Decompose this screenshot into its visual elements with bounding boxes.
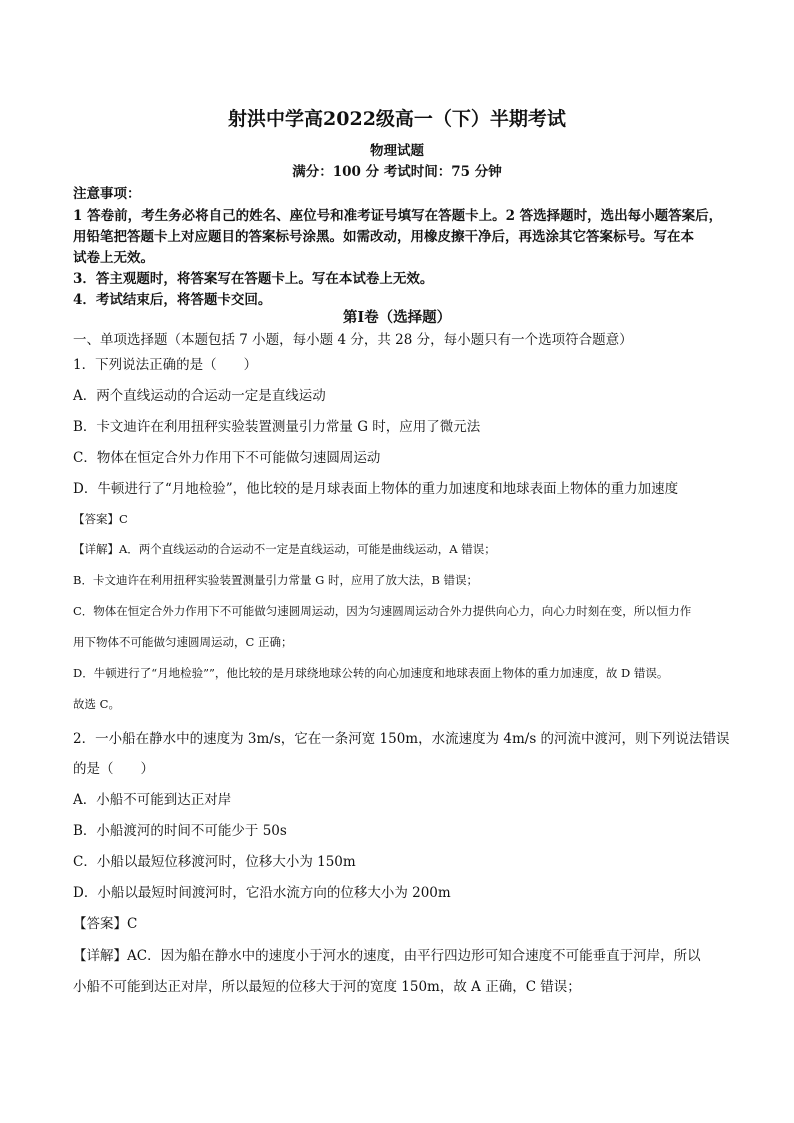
q1-explanation-3a: C．物体在恒定合外力作用下不可能做匀速圆周运动，因为匀速圆周运动合外力提供向心力，向心力时刻在变，所以恒力作 bbox=[73, 604, 692, 618]
notes-item3: 3．答主观题时，将答案写在答题卡上。写在本试卷上无效。 bbox=[73, 271, 434, 287]
q1-answer: 【答案】C bbox=[73, 512, 128, 526]
q2-stem-line1: 2．一小船在静水中的速度为 3m/s，它在一条河宽 150m，水流速度为 4m/s 的河流中渡河，则下列说法错误 bbox=[73, 731, 730, 747]
q1-option-b: B．卡文迪许在利用扭秤实验装置测量引力常量 G 时，应用了微元法 bbox=[73, 419, 481, 435]
q2-option-c: C．小船以最短位移渡河时，位移大小为 150m bbox=[73, 854, 356, 870]
section-title: 第Ⅰ卷（选择题） bbox=[342, 309, 452, 326]
notes-item1-line3: 试卷上无效。 bbox=[73, 250, 154, 266]
q1-explanation-2: B．卡文迪许在利用扭秤实验装置测量引力常量 G 时，应用了放大法，B 错误； bbox=[73, 573, 479, 587]
q2-option-a: A．小船不可能到达正对岸 bbox=[73, 792, 232, 808]
section-instructions: 一、单项选择题（本题包括 7 小题，每小题 4 分，共 28 分，每小题只有一个选项符合题意） bbox=[73, 332, 633, 348]
score-time-line: 满分：100 分 考试时间：75 分钟 bbox=[292, 164, 502, 180]
q2-option-d: D．小船以最短时间渡河时，它沿水流方向的位移大小为 200m bbox=[73, 885, 451, 901]
q2-option-b: B．小船渡河的时间不可能少于 50s bbox=[73, 823, 287, 839]
q1-option-d: D．牛顿进行了“月地检验”，他比较的是月球表面上物体的重力加速度和地球表面上物体的重力加速度 bbox=[73, 481, 679, 497]
exam-title: 射洪中学高2022级高一（下）半期考试 bbox=[228, 108, 566, 130]
q1-explanation-1: 【详解】A．两个直线运动的合运动不一定是直线运动，可能是曲线运动，A 错误； bbox=[73, 542, 496, 556]
q2-stem-line2: 的是（ ） bbox=[73, 761, 154, 777]
q1-choose: 故选 C。 bbox=[73, 697, 120, 711]
q1-stem: 1．下列说法正确的是（ ） bbox=[73, 357, 258, 373]
notes-item4: 4．考试结束后，将答题卡交回。 bbox=[73, 292, 272, 308]
notes-item1-line2: 用铅笔把答题卡上对应题目的答案标号涂黑。如需改动，用橡皮擦干净后，再选涂其它答案标号。写在本 bbox=[73, 229, 694, 245]
q1-explanation-3b: 用下物体不可能做匀速圆周运动，C 正确； bbox=[73, 635, 293, 649]
notes-heading: 注意事项： bbox=[73, 186, 141, 202]
q1-option-a: A．两个直线运动的合运动一定是直线运动 bbox=[73, 388, 326, 404]
q1-option-c: C．物体在恒定合外力作用下不可能做匀速圆周运动 bbox=[73, 450, 381, 466]
notes-item1-line1: 1 答卷前，考生务必将自己的姓名、座位号和准考证号填写在答题卡上。2 答选择题时，选出每小题答案后， bbox=[73, 208, 723, 224]
subject-title: 物理试题 bbox=[370, 143, 424, 159]
q1-explanation-4: D．牛顿进行了“月地检验””，他比较的是月球绕地球公转的向心加速度和地球表面上物体的重力加速度，故 D 错误。 bbox=[73, 666, 669, 680]
q2-answer: 【答案】C bbox=[73, 916, 138, 932]
q2-explanation-1: 【详解】AC．因为船在静水中的速度小于河水的速度，由平行四边形可知合速度不可能垂直于河岸，所以 bbox=[73, 948, 701, 964]
q2-explanation-2: 小船不可能到达正对岸，所以最短的位移大于河的宽度 150m，故 A 正确，C 错误； bbox=[73, 979, 581, 995]
